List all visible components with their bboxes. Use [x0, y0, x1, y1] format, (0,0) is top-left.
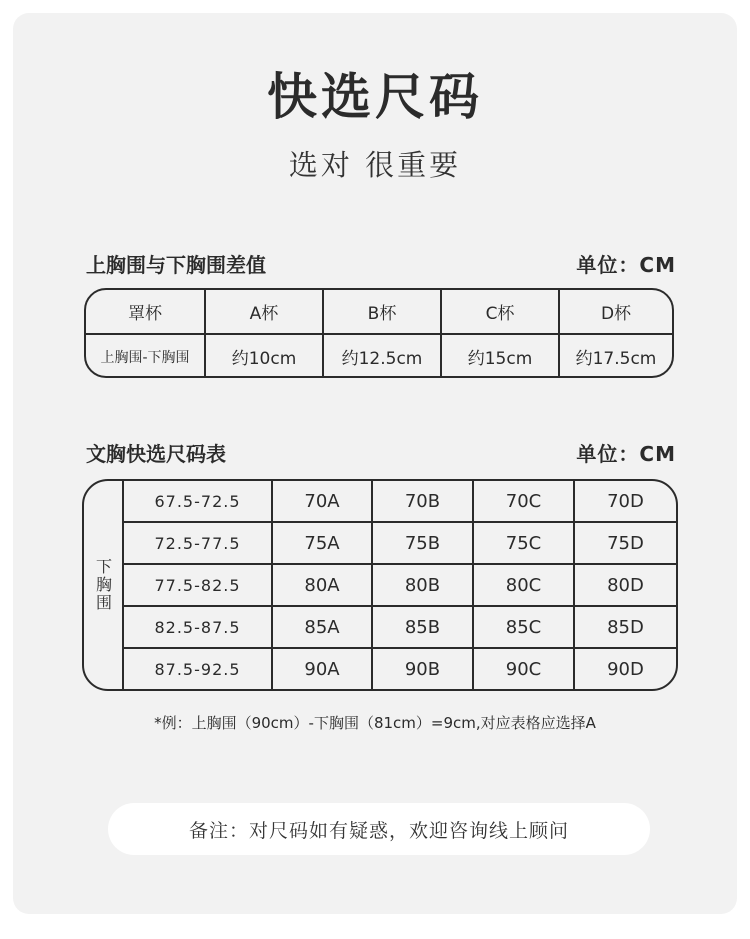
table-row	[124, 647, 676, 689]
table-row	[124, 605, 676, 647]
underbust-side-label: 下胸围	[93, 558, 113, 612]
cup-difference-section-header	[86, 249, 676, 278]
size-cell: 80D	[607, 574, 644, 596]
cup-difference-unit: 单位：CM	[576, 253, 676, 277]
table-cell: 约15cm	[442, 335, 560, 378]
size-cell: 85C	[474, 607, 575, 647]
table-cell: 上胸围-下胸围	[86, 335, 206, 378]
size-cell: 70B	[373, 481, 474, 521]
underbust-range-cell: 67.5-72.5	[124, 481, 273, 521]
table-row	[124, 481, 676, 521]
size-cell: 75B	[373, 523, 474, 563]
size-cell: 90B	[373, 649, 474, 689]
size-cell: 80B	[373, 565, 474, 605]
size-cell: 85D	[607, 616, 644, 638]
size-cell: 70A	[273, 481, 373, 521]
size-cell: 75C	[474, 523, 575, 563]
size-cell: 75A	[273, 523, 373, 563]
cup-difference-heading: 上胸围与下胸围差值	[86, 253, 266, 277]
underbust-range-cell: 72.5-77.5	[124, 523, 273, 563]
table-header-cell: 罩杯	[86, 290, 206, 335]
size-cell: 90D	[607, 658, 644, 680]
size-cell: 90A	[273, 649, 373, 689]
size-cell: 85A	[273, 607, 373, 647]
table-header-cell: B杯	[324, 290, 442, 335]
size-cell: 80C	[474, 565, 575, 605]
footer-note: 备注：对尺码如有疑惑，欢迎咨询线上顾问	[188, 819, 569, 842]
size-chart-heading: 文胸快选尺码表	[86, 442, 226, 466]
size-cell: 85B	[373, 607, 474, 647]
size-cell: 80A	[273, 565, 373, 605]
underbust-range-cell: 77.5-82.5	[124, 565, 273, 605]
size-cell: 70C	[474, 481, 575, 521]
table-cell: 约12.5cm	[324, 335, 442, 378]
consult-note-pill	[108, 803, 650, 855]
table-row	[124, 563, 676, 605]
size-cell: 70D	[607, 490, 644, 512]
size-chart-table	[82, 479, 678, 691]
underbust-range-cell: 87.5-92.5	[124, 649, 273, 689]
page-subtitle: 选对 很重要	[288, 148, 462, 182]
page-title: 快选尺码	[267, 68, 483, 126]
table-header-cell: A杯	[206, 290, 324, 335]
table-cell: 约10cm	[206, 335, 324, 378]
table-row	[124, 521, 676, 563]
table-header-cell: D杯	[560, 290, 672, 335]
underbust-side-label-cell	[84, 481, 124, 689]
table-header-cell: C杯	[442, 290, 560, 335]
size-cell: 90C	[474, 649, 575, 689]
table-cell: 约17.5cm	[575, 349, 657, 369]
size-cell: 75D	[607, 532, 644, 554]
size-chart-unit: 单位：CM	[576, 442, 676, 466]
cup-difference-table	[84, 288, 674, 378]
underbust-range-cell: 82.5-87.5	[124, 607, 273, 647]
example-note: *例：上胸围（90cm）-下胸围（81cm）=9cm,对应表格应选择A	[154, 714, 596, 732]
size-chart-section-header	[86, 438, 676, 467]
